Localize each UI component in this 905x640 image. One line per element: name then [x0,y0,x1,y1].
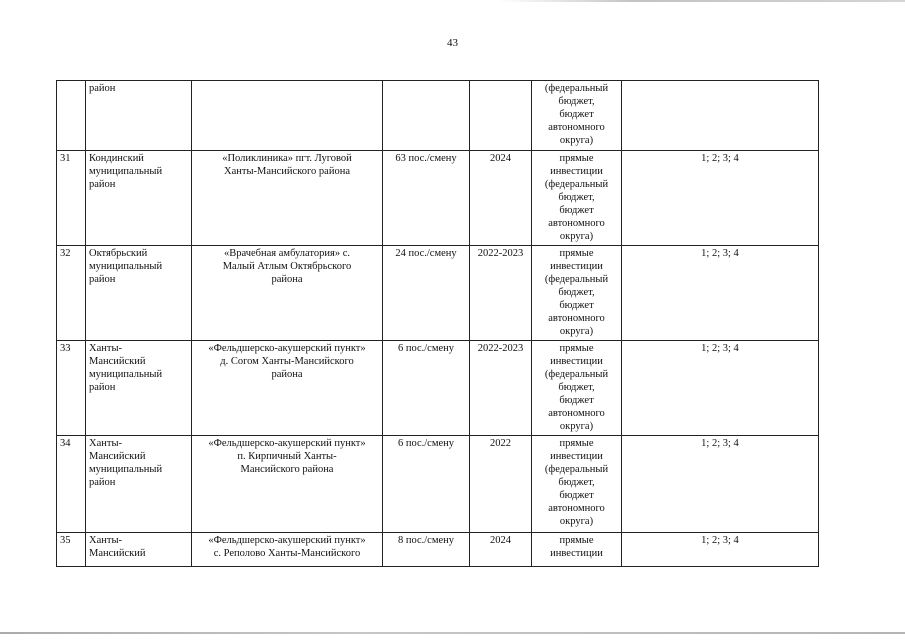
capacity-cell: 8 пос./смену [383,533,470,567]
indicators-cell: 1; 2; 3; 4 [622,533,819,567]
table-row [57,246,819,341]
object-cell: «Фельдшерско-акушерский пункт» д. Согом Ханты-Мансийского района [192,341,383,436]
table-row [57,81,819,151]
year-cell: 2022-2023 [470,341,532,436]
indicators-cell: 1; 2; 3; 4 [622,246,819,341]
table-row [57,341,819,436]
object-cell [192,81,383,151]
object-cell: «Врачебная амбулатория» с. Малый Атлым Октябрьского района [192,246,383,341]
capacity-cell: 6 пос./смену [383,436,470,533]
capacity-cell: 63 пос./смену [383,151,470,246]
district-cell: Ханты- Мансийский [86,533,192,567]
object-cell: «Поликлиника» пгт. Луговой Ханты-Мансийского района [192,151,383,246]
indicators-cell: 1; 2; 3; 4 [622,341,819,436]
capacity-cell: 24 пос./смену [383,246,470,341]
row-number: 33 [57,341,86,436]
indicators-cell: 1; 2; 3; 4 [622,151,819,246]
funding-source-cell: прямые инвестиции (федеральный бюджет, бюджет автономного округа) [532,436,622,533]
funding-source-cell: (федеральный бюджет, бюджет автономного округа) [532,81,622,151]
indicators-cell: 1; 2; 3; 4 [622,436,819,533]
capacity-cell: 6 пос./смену [383,341,470,436]
district-cell: Кондинский муниципальный район [86,151,192,246]
row-number: 32 [57,246,86,341]
object-cell: «Фельдшерско-акушерский пункт» с. Реполово Ханты-Мансийского [192,533,383,567]
object-cell: «Фельдшерско-акушерский пункт» п. Кирпичный Ханты- Мансийского района [192,436,383,533]
district-cell: район [86,81,192,151]
district-cell: Ханты- Мансийский муниципальный район [86,341,192,436]
funding-source-cell: прямые инвестиции (федеральный бюджет, бюджет автономного округа) [532,246,622,341]
funding-source-cell: прямые инвестиции (федеральный бюджет, бюджет автономного округа) [532,151,622,246]
scan-edge-bottom [0,632,905,634]
district-cell: Октябрьский муниципальный район [86,246,192,341]
page-number: 43 [447,37,458,49]
funding-source-cell: прямые инвестиции (федеральный бюджет, бюджет автономного округа) [532,341,622,436]
row-number: 35 [57,533,86,567]
year-cell [470,81,532,151]
indicators-cell [622,81,819,151]
funding-source-cell: прямые инвестиции [532,533,622,567]
table-row [57,436,819,533]
year-cell: 2024 [470,533,532,567]
row-number: 34 [57,436,86,533]
scan-edge-top [0,0,905,2]
year-cell: 2022 [470,436,532,533]
row-number: 31 [57,151,86,246]
table-row [57,151,819,246]
row-number [57,81,86,151]
investment-table [56,80,819,567]
table-row [57,533,819,567]
year-cell: 2024 [470,151,532,246]
district-cell: Ханты- Мансийский муниципальный район [86,436,192,533]
year-cell: 2022-2023 [470,246,532,341]
capacity-cell [383,81,470,151]
